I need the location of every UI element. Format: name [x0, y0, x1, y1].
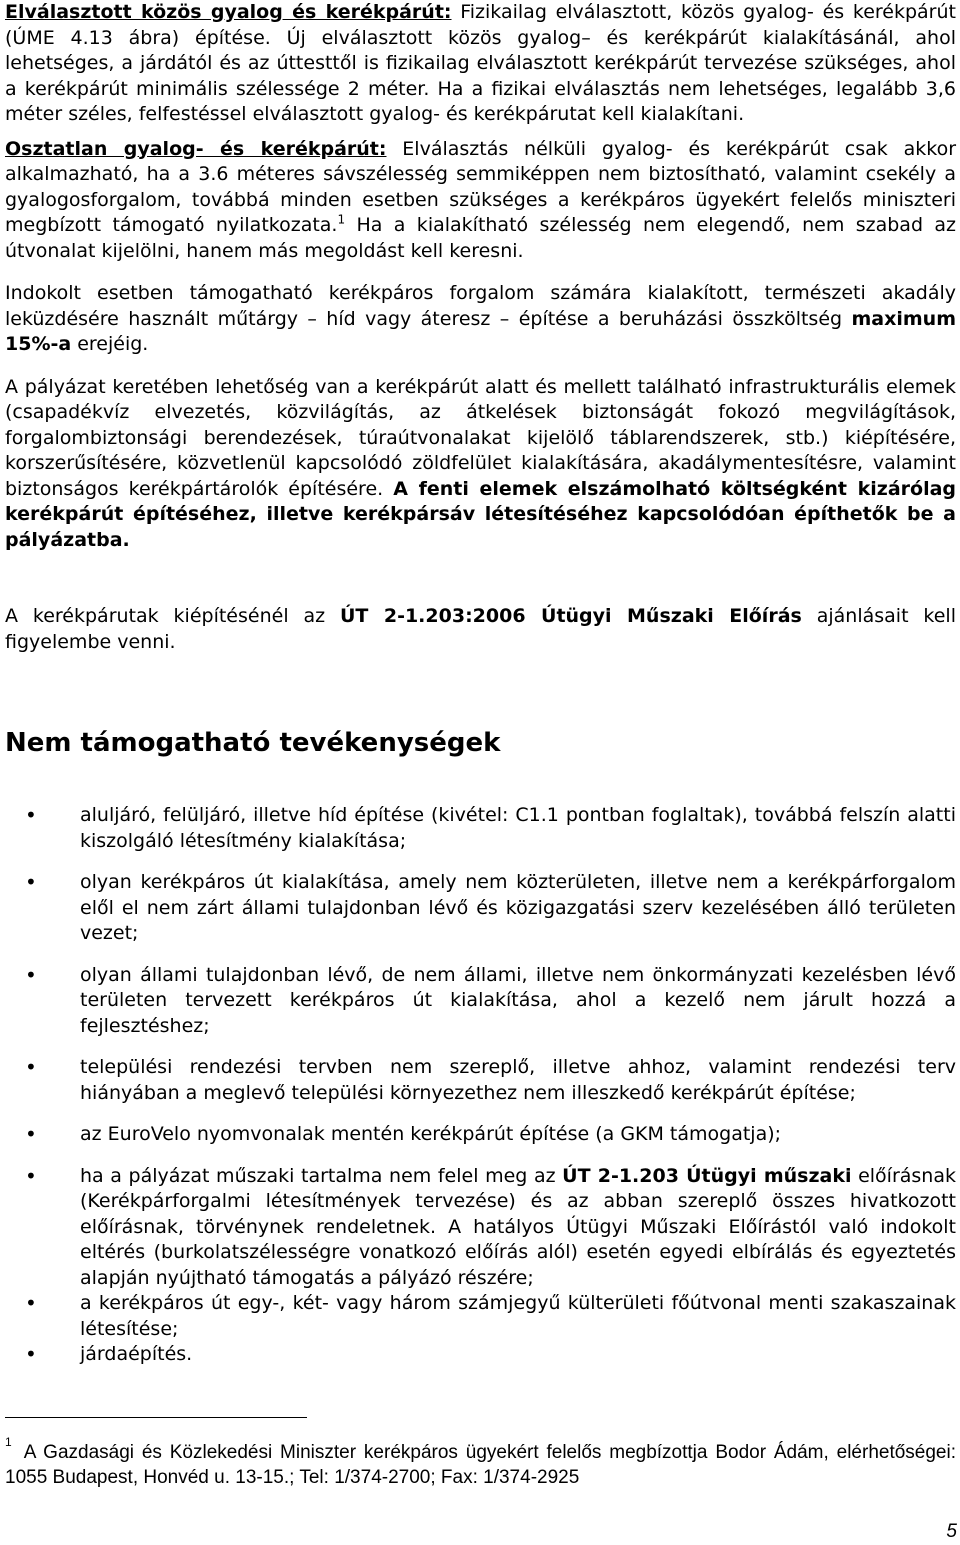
- page-number: 5: [946, 1521, 957, 1542]
- list-item: • ha a pályázat műszaki tartalma nem felel meg az ÚT 2-1.203 Útügyi műszaki előírásnak (Kerékpárforgalmi létesítmények tervezése) és az abban szereplő összes hivatkozott előírásnak, törvénynek rendeletnek. A hatályos Útügyi Műszaki Előírástól való indokolt eltérés (burkolatszélességre vonatkozó előírás alól) esetén egyedi elbírálás és egyeztetés alapján nyújtható támogatás a pályázó részére;: [5, 1164, 956, 1292]
- paragraph-standard: A kerékpárutak kiépítésénél az ÚT 2-1.203:2006 Útügyi Műszaki Előírás ajánlásait kell figyelembe venni.: [5, 605, 956, 653]
- list-item: • aluljáró, felüljáró, illetve híd építése (kivétel: C1.1 pontban foglaltak), továbbá felszín alatti kiszolgáló létesítmény kialakítása;: [5, 803, 956, 854]
- list-item: • olyan kerékpáros út kialakítása, amely nem közterületen, illetve nem a kerékpárforgalom elől el nem zárt állami tulajdonban lévő és közigazgatási szerv kezelésében álló területen vezet;: [5, 870, 956, 947]
- footnote-text: A Gazdasági és Közlekedési Miniszter kerékpáros ügyekért felelős megbízottja Bodor Ádám, elérhetőségei: 1055 Budapest, Honvéd u. 13-15.; Tel: 1/374-2700; Fax: 1/374-2925: [5, 1442, 956, 1488]
- footnote-reference[interactable]: 1: [337, 212, 346, 227]
- footnote-mark: 1: [5, 1435, 12, 1449]
- list-item: • az EuroVelo nyomvonalak mentén kerékpárút építése (a GKM támogatja);: [5, 1122, 956, 1148]
- list-item: • települési rendezési tervben nem szereplő, illetve ahhoz, valamint rendezési terv hiányában a meglevő települési környezethez nem illeszkedő kerékpárút építése;: [5, 1055, 956, 1106]
- paragraph-undivided-path: Osztatlan gyalog- és kerékpárút: Elválasztás nélküli gyalog- és kerékpárút csak akkor alkalmazható, ha a 3.6 méteres sávszélesség semmiképpen nem biztosítható, valamint csekély a gyalogosforgalom, továbbá minden esetben szükséges a kerékpáros ügyekért felelős miniszteri megbízott támogató nyilatkozata.$^1$ Ha a kialakítható szélesség nem elegendő, nem szabad az útvonalat kijelölni, hanem más megoldást kell keresni.: [5, 137, 957, 262]
- paragraph-separated-path: Elválasztott közös gyalog és kerékpárút: Fizikailag elválasztott, közös gyalog- és kerékpárút (ÚME 4.13 ábra) építése. Új elválasztott közös gyalog– és kerékpárút kialakításánál, ahol lehetséges, a járdától és az úttesttől is fizikailag elválasztott kerékpárút tervezése szükséges, ahol a kerékpárút minimális szélessége 2 méter. Ha a fizikai elválasztás nem lehetséges, legalább 3,6 méter széles, felfestéssel elválasztott gyalog- és kerékpárutat kell kialakítani.: [5, 1, 956, 125]
- paragraph-infrastructure: A pályázat keretében lehetőség van a kerékpárút alatt és mellett található infrastrukturális elemek (csapadékvíz elvezetés, közvilágítás, az átkelések biztonságát fokozó megvilágítások, forgalombiztonsági berendezések, túraútvonalakat kijelölő táblarendszerek, stb.) kiépítésére, korszerűsítésére, közvetlenül kapcsolódó zöldfelület kialakítására, akadálymentesítésre, valamint biztonságos kerékpártárolók építésére. A fenti elemek elszámolható költségként kizárólag kerékpárút építéséhez, illetve kerékpársáv létesítéséhez kapcsolódóan építhetők be a pályázatba.: [5, 375, 957, 551]
- paragraph-heading: Elválasztott közös gyalog és kerékpárút:: [5, 1, 452, 23]
- list-item: • olyan állami tulajdonban lévő, de nem állami, illetve nem önkormányzati kezelésben lévő területen tervezett kerékpáros út kialakítása, ahol a kezelő nem járult hozzá a fejlesztéshez;: [5, 963, 956, 1040]
- document-body: [5, 0, 956, 669]
- list-item: • járdaépítés.: [5, 1342, 956, 1368]
- footnote-separator: [5, 1417, 307, 1418]
- paragraph-structures: Indokolt esetben támogatható kerékpáros forgalom számára kialakított, természeti akadály leküzdésére használt műtárgy – híd vagy áteresz – építése a beruházási összköltség maximum 15%-a erejéig.: [5, 282, 956, 355]
- paragraph-heading: Osztatlan gyalog- és kerékpárút:: [5, 137, 387, 160]
- list-item: • a kerékpáros út egy-, két- vagy három számjegyű külterületi főútvonal menti szakaszainak létesítése;: [5, 1291, 956, 1342]
- footnote: [5, 1435, 956, 1490]
- section-title: Nem támogatható tevékenységek: [5, 728, 501, 758]
- ineligible-activities-list: [5, 803, 956, 1368]
